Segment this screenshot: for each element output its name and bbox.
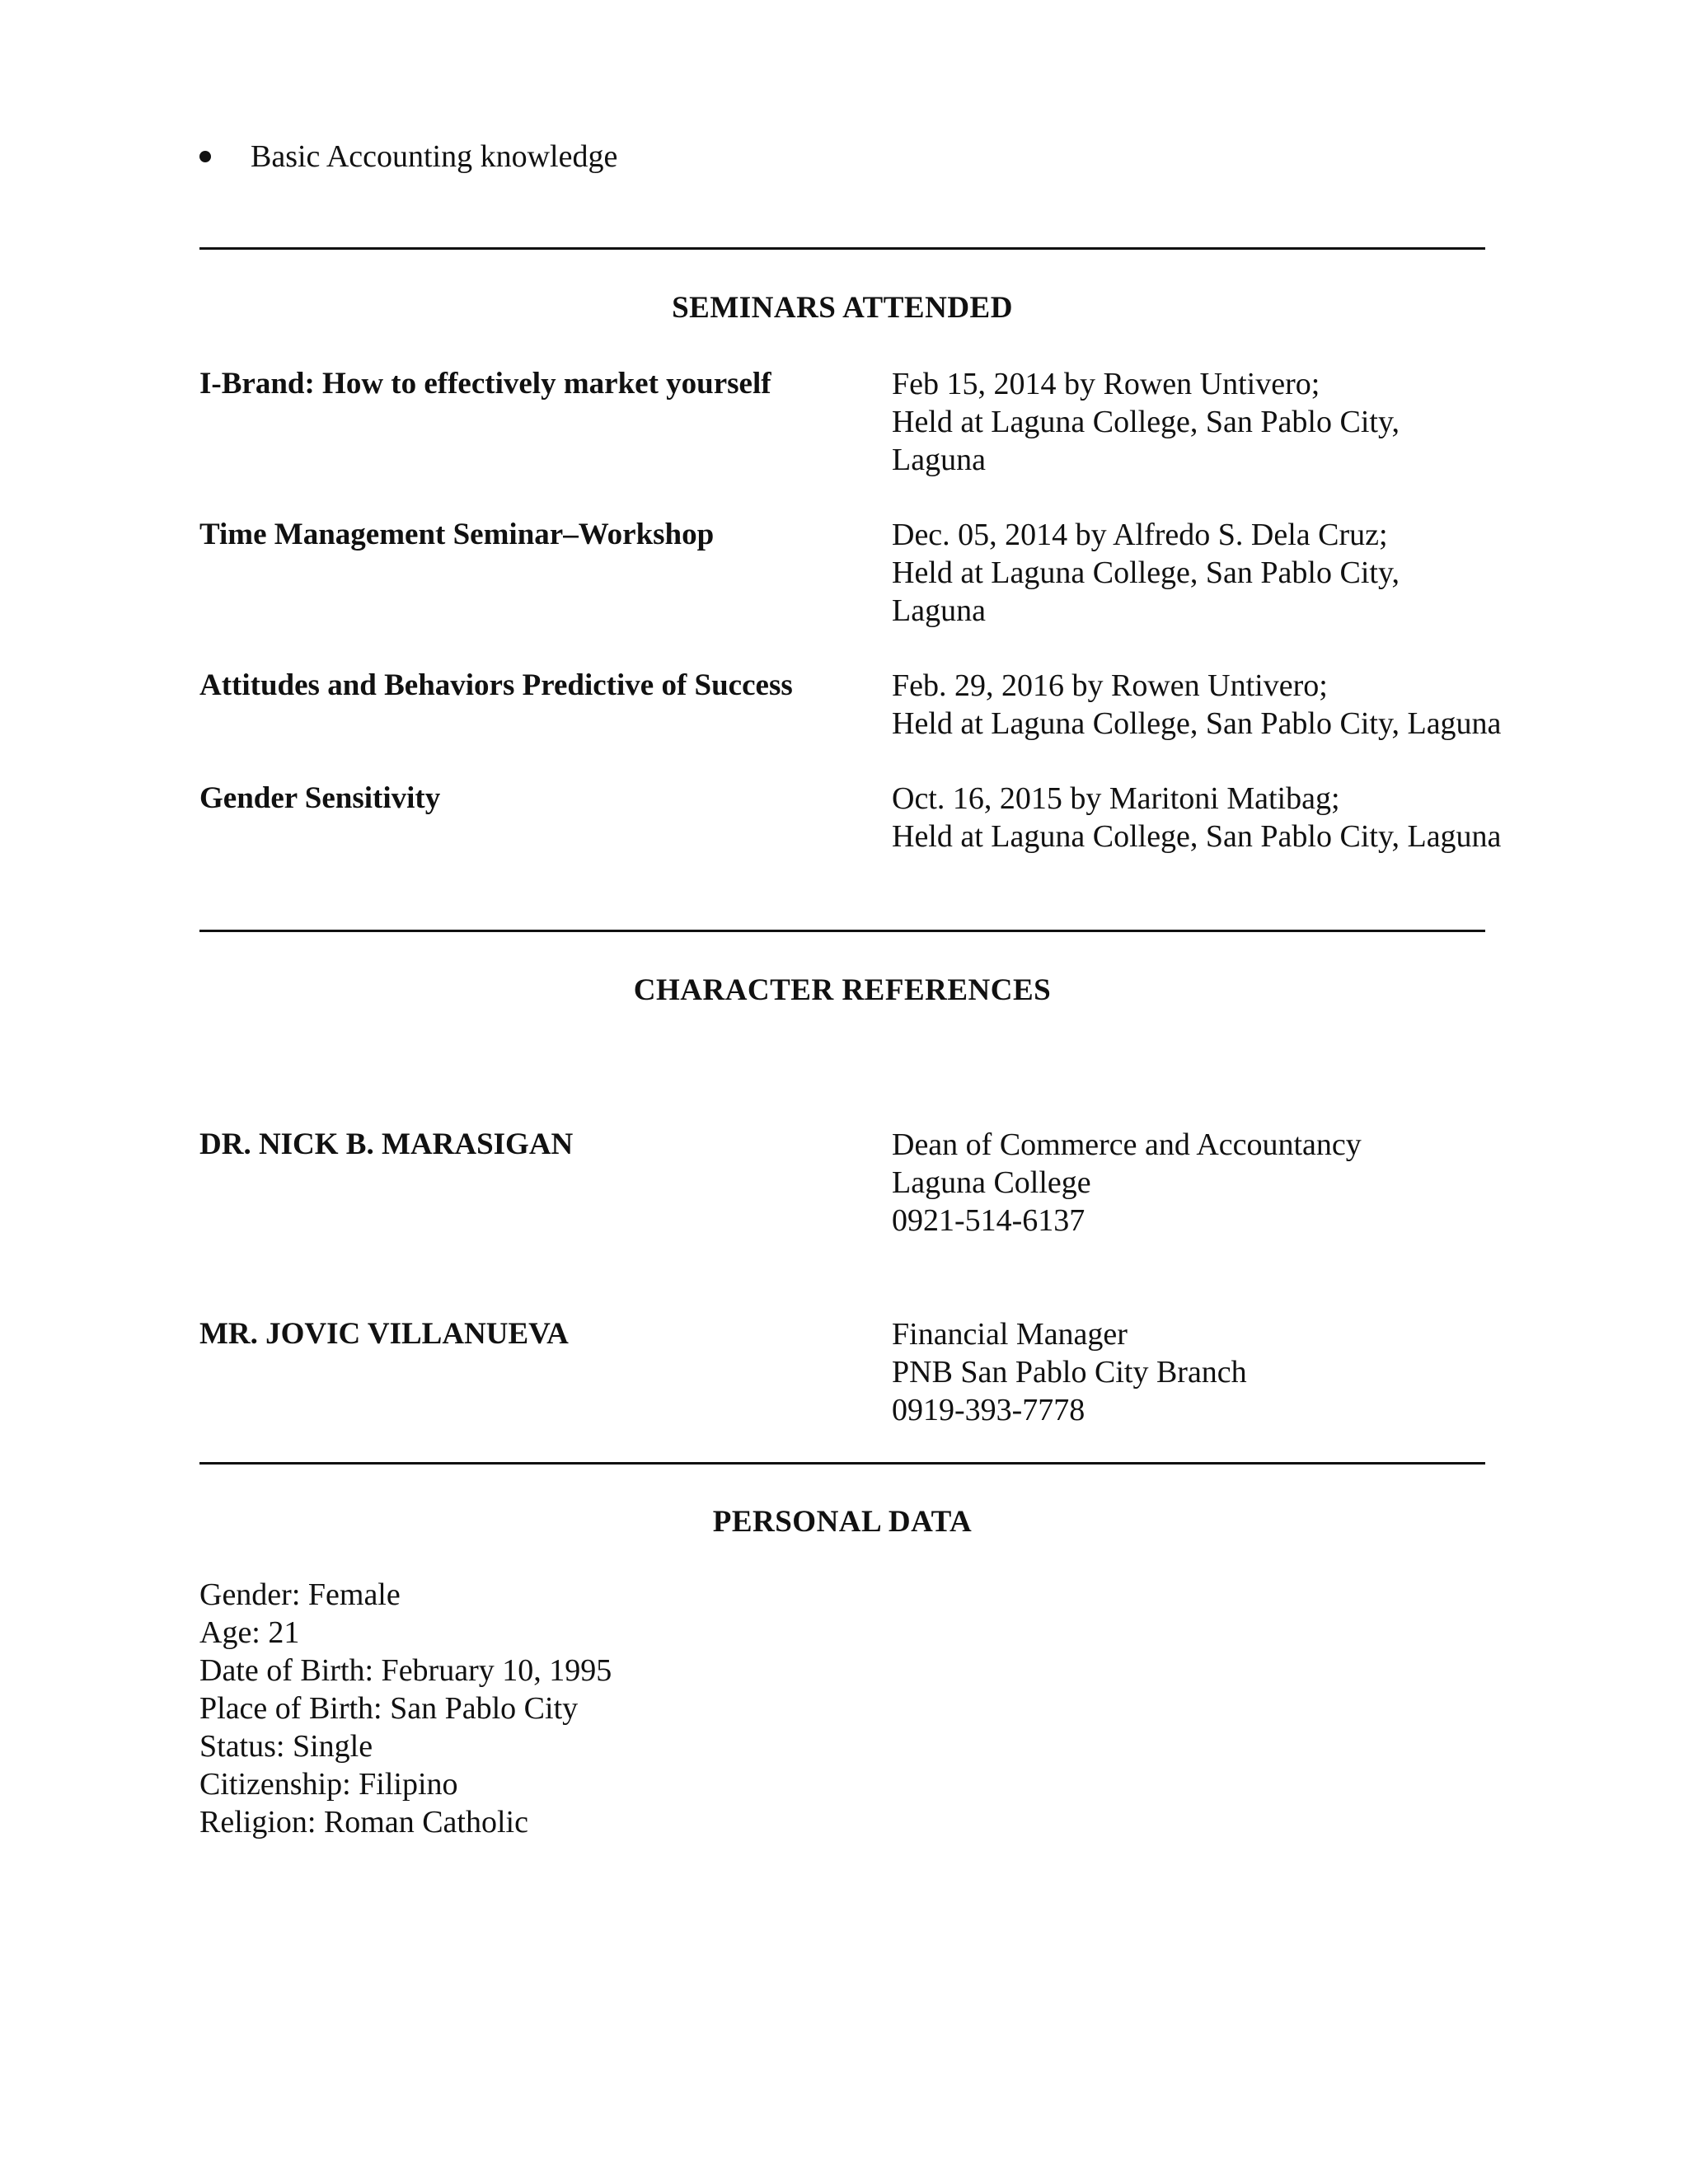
seminar-details: [892, 667, 1501, 743]
reference-details: [892, 1315, 1247, 1429]
religion-field: Religion: Roman Catholic: [199, 1805, 528, 1840]
seminar-date-speaker: Dec. 05, 2014 by Alfredo S. Dela Cruz;: [892, 518, 1388, 552]
seminar-date-speaker: Feb 15, 2014 by Rowen Untivero;: [892, 367, 1320, 401]
citizenship-field: Citizenship: Filipino: [199, 1767, 458, 1802]
reference-organization: PNB San Pablo City Branch: [892, 1355, 1247, 1390]
seminar-date-speaker: Feb. 29, 2016 by Rowen Untivero;: [892, 668, 1328, 703]
reference-position: Financial Manager: [892, 1317, 1128, 1352]
seminar-venue-province: Laguna: [892, 593, 986, 628]
references-heading: CHARACTER REFERENCES: [633, 973, 1052, 1007]
reference-phone: 0921-514-6137: [892, 1203, 1085, 1238]
reference-name: MR. JOVIC VILLANUEVA: [199, 1317, 569, 1351]
reference-details: [892, 1126, 1362, 1240]
skill-bullet-item: [199, 138, 617, 175]
personal-data-heading: PERSONAL DATA: [712, 1505, 973, 1539]
reference-organization: Laguna College: [892, 1165, 1091, 1200]
divider-line: [199, 1462, 1485, 1465]
date-of-birth-field: Date of Birth: February 10, 1995: [199, 1653, 612, 1688]
seminar-venue: Held at Laguna College, San Pablo City,: [892, 405, 1400, 439]
reference-name: DR. NICK B. MARASIGAN: [199, 1127, 574, 1161]
divider-line: [199, 247, 1485, 250]
seminar-venue: Held at Laguna College, San Pablo City, Laguna: [892, 819, 1502, 854]
seminar-date-speaker: Oct. 16, 2015 by Maritoni Matibag;: [892, 781, 1340, 816]
seminar-details: [892, 780, 1501, 855]
reference-position: Dean of Commerce and Accountancy: [892, 1127, 1362, 1162]
seminar-details: [892, 516, 1400, 630]
personal-data-list: [199, 1576, 612, 1841]
place-of-birth-field: Place of Birth: San Pablo City: [199, 1691, 579, 1726]
divider-line: [199, 930, 1485, 932]
seminar-details: [892, 365, 1400, 479]
seminar-venue: Held at Laguna College, San Pablo City, Laguna: [892, 706, 1502, 741]
bullet-icon: [199, 151, 211, 162]
seminar-name: Gender Sensitivity: [199, 781, 441, 815]
reference-phone: 0919-393-7778: [892, 1393, 1085, 1427]
seminar-venue-province: Laguna: [892, 443, 986, 477]
seminars-heading: SEMINARS ATTENDED: [672, 291, 1013, 325]
skill-text: Basic Accounting knowledge: [251, 139, 618, 174]
age-field: Age: 21: [199, 1615, 300, 1650]
seminar-name: I-Brand: How to effectively market yourself: [199, 367, 771, 401]
status-field: Status: Single: [199, 1729, 373, 1764]
gender-field: Gender: Female: [199, 1577, 401, 1612]
seminar-name: Time Management Seminar–Workshop: [199, 518, 715, 551]
seminar-venue: Held at Laguna College, San Pablo City,: [892, 555, 1400, 590]
seminar-name: Attitudes and Behaviors Predictive of Success: [199, 668, 793, 702]
